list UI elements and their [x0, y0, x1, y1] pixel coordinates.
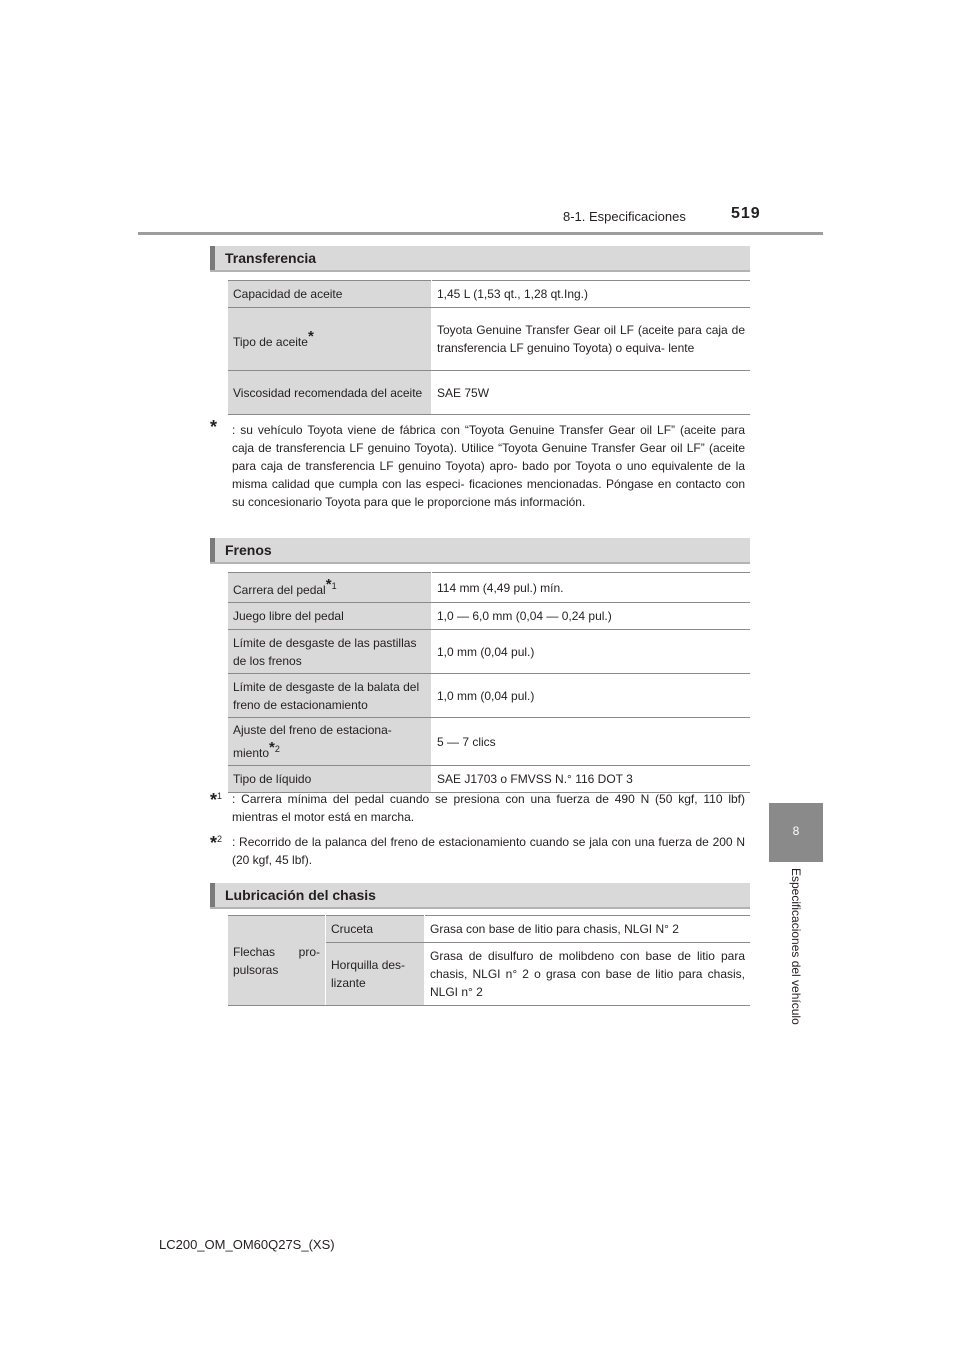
row-label: Límite de desgaste de la balata del freno de estacionamiento: [228, 674, 432, 718]
table-row: [228, 573, 750, 603]
footnote-text: : Recorrido de la palanca del freno de estacionamiento cuando se jala con una fuerza de 200 N (20 kgf, 45 lbf).: [232, 835, 745, 867]
chapter-number: 8: [792, 824, 800, 838]
table-row: [228, 674, 750, 718]
row-label: Carrera del pedal$^{*1}$: [228, 573, 432, 603]
chapter-title-vertical: [789, 868, 803, 1028]
frenos-title: Frenos: [210, 538, 750, 564]
row-label: Cruceta: [326, 916, 425, 943]
transferencia-title: Transferencia: [210, 246, 750, 272]
table-row: [228, 766, 750, 793]
row-value: 1,45 L (1,53 qt., 1,28 qt.Ing.): [432, 281, 751, 308]
table-row: [228, 603, 750, 630]
row-value: 5 — 7 clics: [432, 718, 751, 766]
header-rule: [138, 232, 823, 235]
footnote-mark: *$^1$: [210, 790, 223, 810]
transferencia-table: [228, 280, 750, 415]
table-row: [228, 630, 750, 674]
footnote: [210, 790, 745, 826]
row-value: SAE J1703 o FMVSS N.° 116 DOT 3: [432, 766, 751, 793]
row-label: Capacidad de aceite: [228, 281, 432, 308]
row-label: Tipo de líquido: [228, 766, 432, 793]
footnote-text: : su vehículo Toyota viene de fábrica con “Toyota Genuine Transfer Gear oil LF” (aceite para caja de transferencia LF genuino Toyota). Utilice “Toyota Genuine Transfer Gear oil LF” (aceite para caja de transferencia LF genuino Toyota) apro- bado por Toyota o uno equivalente de la misma calidad que cumpla con las especi- ficaciones mencionadas. Póngase en contacto con su concesionario Toyota para que le proporcione más información.: [232, 423, 745, 509]
page-number: 519: [731, 205, 761, 222]
row-value: 114 mm (4,49 pul.) mín.: [432, 573, 751, 603]
row-value: Toyota Genuine Transfer Gear oil LF (aceite para caja de transferencia LF genuino Toyota) o equiva- lente: [432, 308, 751, 371]
chapter-title: Especificaciones del vehículo: [789, 868, 803, 1025]
row-value: Grasa con base de litio para chasis, NLGI N° 2: [425, 916, 751, 943]
row-label: Tipo de aceite*: [228, 308, 432, 371]
document-code: LC200_OM_OM60Q27S_(XS): [159, 1237, 335, 1252]
footnote-text: : Carrera mínima del pedal cuando se presiona con una fuerza de 490 N (50 kgf, 110 lbf) mientras el motor está en marcha.: [232, 792, 745, 824]
row-label: Límite de desgaste de las pastillas de los frenos: [228, 630, 432, 674]
frenos-table: [228, 572, 750, 793]
table-row: [228, 371, 750, 415]
row-label: Horquilla des- lizante: [326, 943, 425, 1006]
lubricacion-table: [228, 915, 750, 1006]
table-row: [228, 718, 750, 766]
row-value: 1,0 mm (0,04 pul.): [432, 674, 751, 718]
row-value: 1,0 — 6,0 mm (0,04 — 0,24 pul.): [432, 603, 751, 630]
table-row: [228, 916, 750, 943]
table-row: [228, 308, 750, 371]
row-label: Viscosidad recomendada del aceite: [228, 371, 432, 415]
footnote-mark: *: [210, 417, 218, 437]
group-label: Flechas pro- pulsoras: [228, 916, 326, 1006]
row-value: 1,0 mm (0,04 pul.): [432, 630, 751, 674]
lubricacion-title: Lubricación del chasis: [210, 883, 750, 909]
table-row: [228, 281, 750, 308]
row-value: SAE 75W: [432, 371, 751, 415]
footnote: [210, 833, 745, 869]
section-heading: 8-1. Especificaciones: [563, 209, 686, 224]
footnote-mark: *$^2$: [210, 833, 223, 853]
footnote: [210, 417, 745, 511]
row-value: Grasa de disulfuro de molibdeno con base de litio para chasis, NLGI n° 2 o grasa con base de litio para chasis, NLGI n° 2: [425, 943, 751, 1006]
row-label: Ajuste del freno de estaciona- miento$^{*2}$: [228, 718, 432, 766]
row-label: Juego libre del pedal: [228, 603, 432, 630]
